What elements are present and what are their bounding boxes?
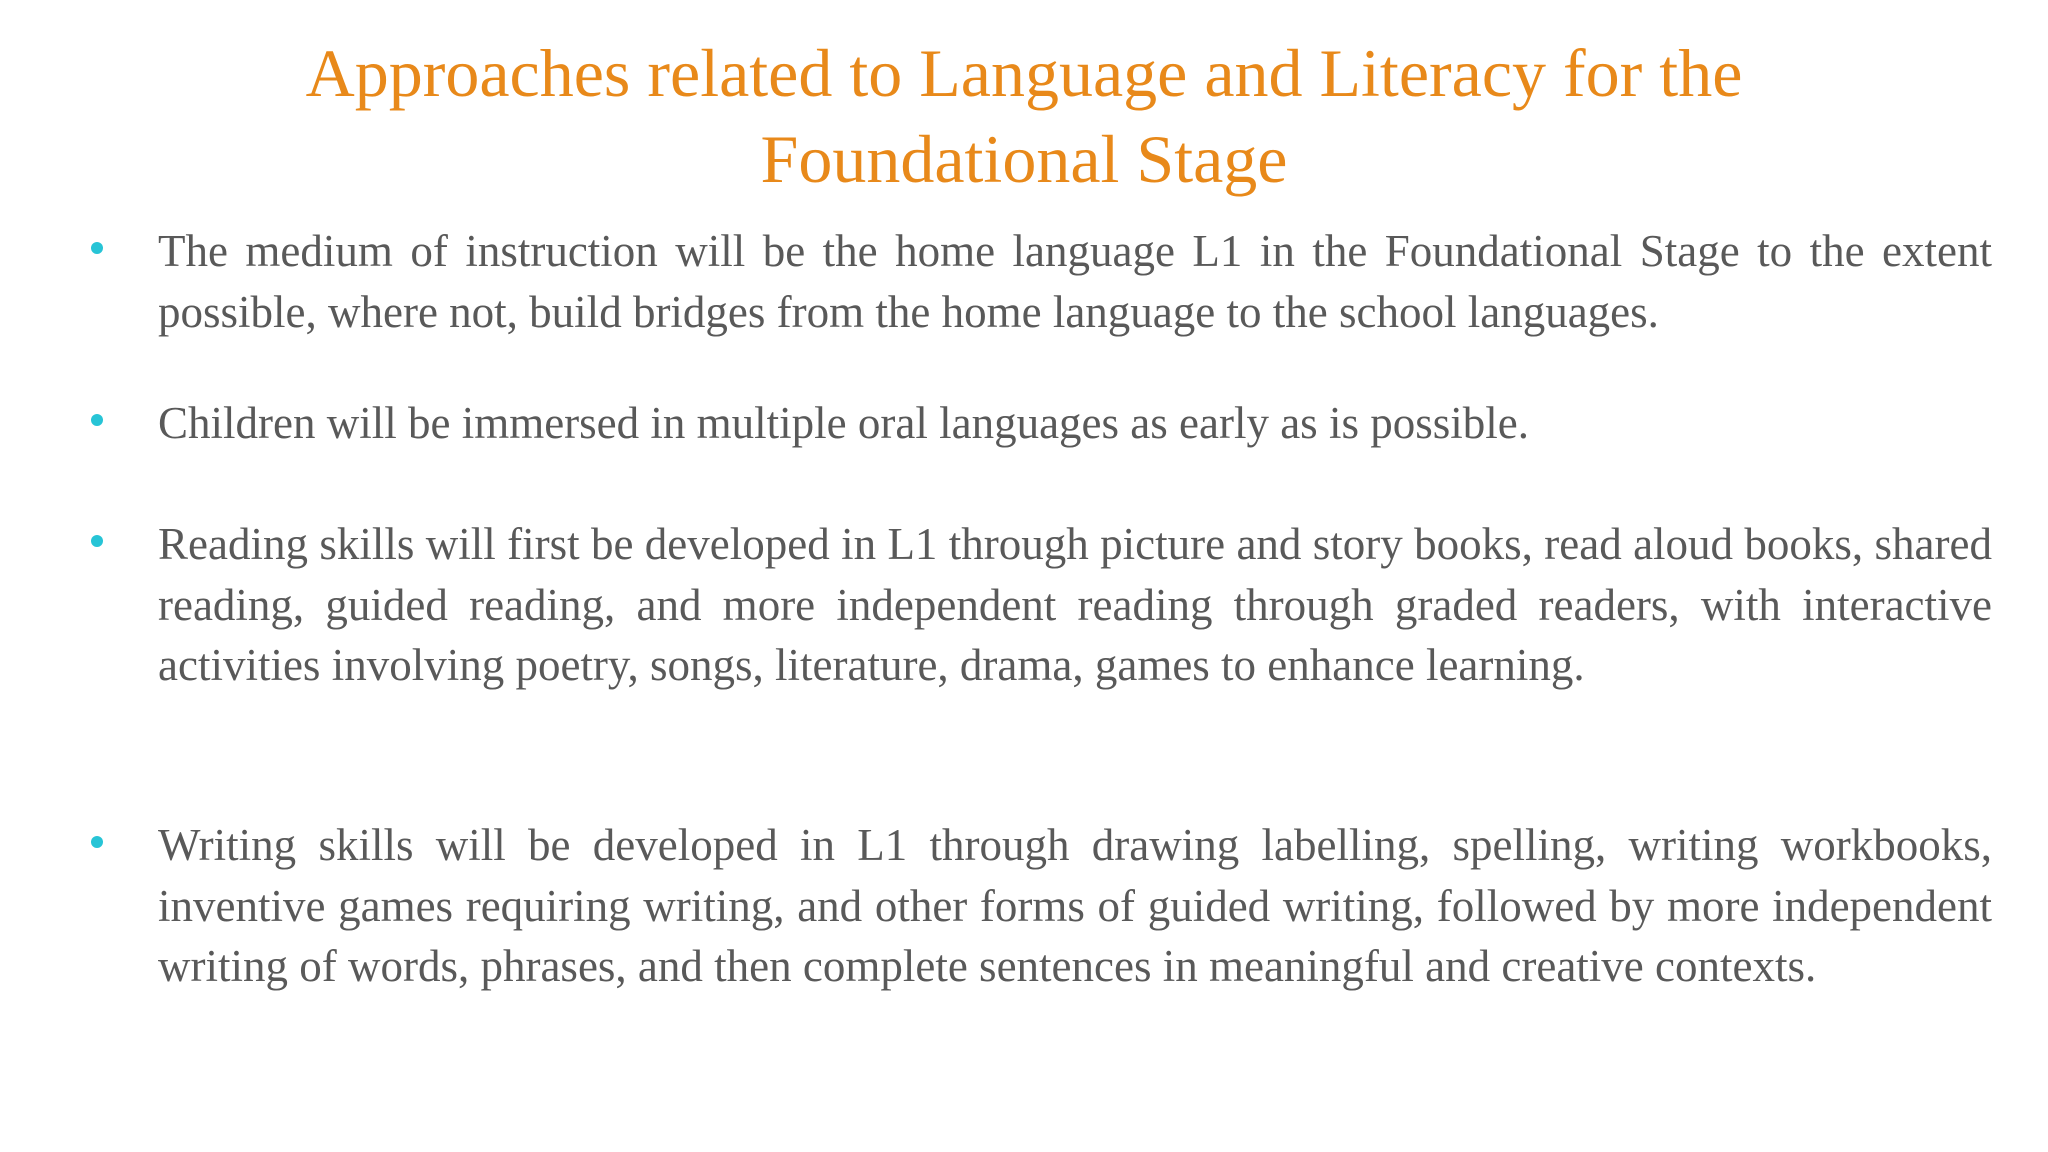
- bullet-item: [158, 815, 1992, 997]
- slide-title: Approaches related to Language and Literacy for the Foundational Stage: [305, 35, 1743, 197]
- bullet-dot-icon: [91, 242, 103, 254]
- bullet-dot-icon: [91, 535, 103, 547]
- bullet-item: [158, 221, 1992, 342]
- bullet-dot-icon: [91, 414, 103, 426]
- bullet-item: [158, 514, 1992, 696]
- bullet-text: Writing skills will be developed in L1 through drawing labelling, spelling, writing workbooks, inventive games requiring writing, and other forms of guided writing, followed by more independent writing of words, phrases, and then complete sentences in meaningful and creative contexts.: [158, 820, 1992, 991]
- bullet-text: Children will be immersed in multiple oral languages as early as is possible.: [158, 398, 1529, 448]
- bullet-text: The medium of instruction will be the home language L1 in the Foundational Stage to the extent possible, where not, build bridges from the home language to the school languages.: [158, 226, 1992, 337]
- bullet-dot-icon: [91, 836, 103, 848]
- bullet-item: [158, 393, 1992, 454]
- bullet-text: Reading skills will first be developed in L1 through picture and story books, read aloud books, shared reading, guided reading, and more independent reading through graded readers, with interactive activities involving poetry, songs, literature, drama, games to enhance learning.: [158, 519, 1992, 690]
